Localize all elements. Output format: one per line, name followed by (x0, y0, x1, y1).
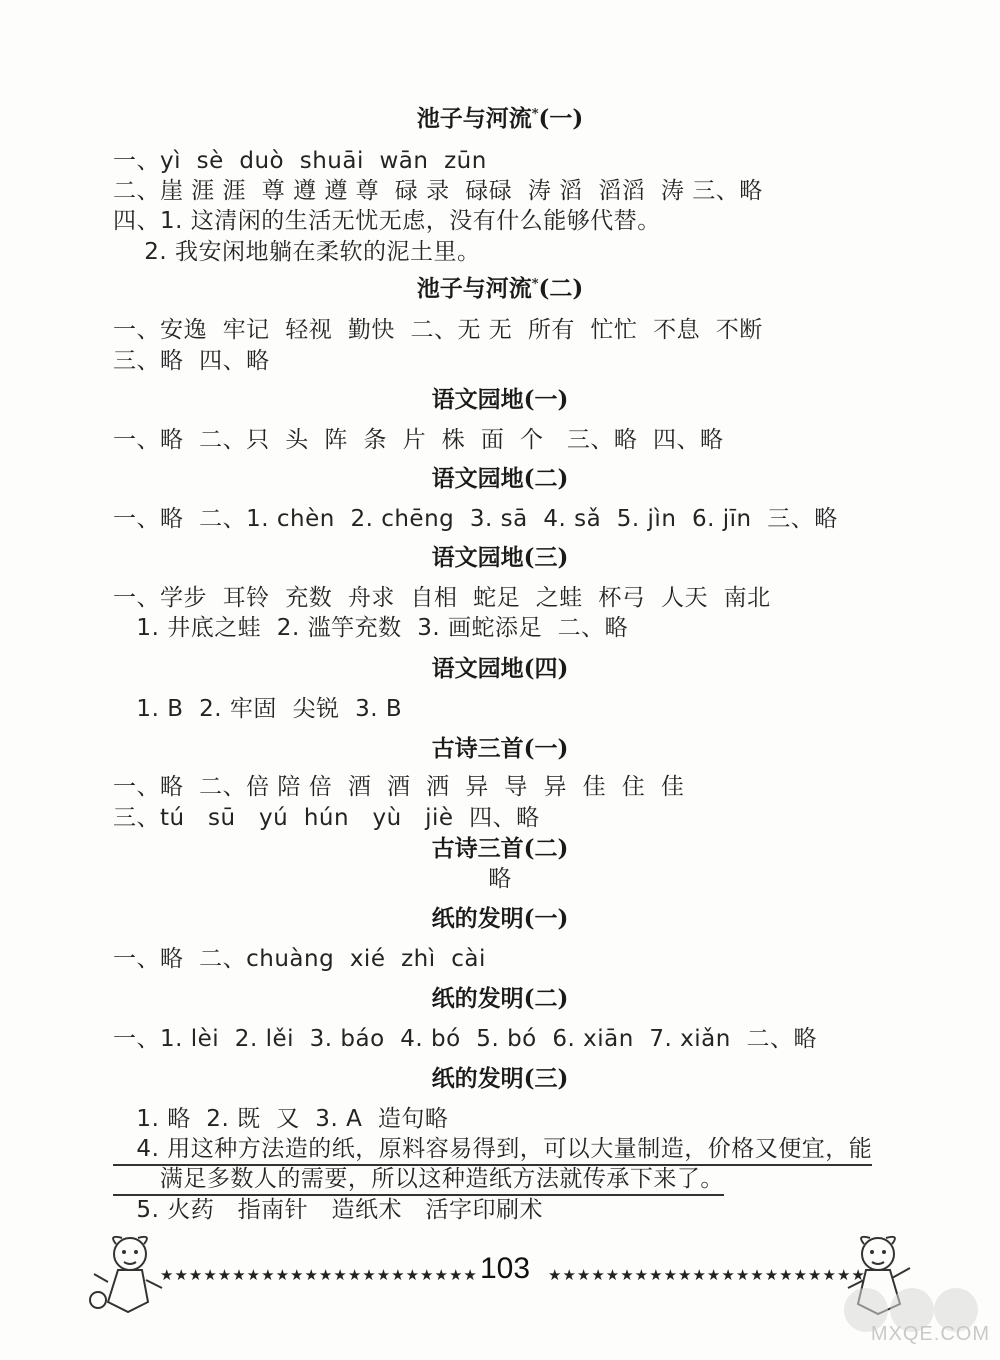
answer-line: 一、略 二、chuàng xié zhì cài (113, 946, 486, 972)
answer-line: 一、学步 耳铃 充数 舟求 自相 蛇足 之蛙 杯弓 人天 南北 (113, 585, 771, 611)
answer-line: 三、略 四、略 (113, 348, 270, 374)
answer-line: 略 (488, 866, 512, 892)
footer-stars-left: ★★★★★★★★★★★★★★★★★★★★★★ (160, 1266, 478, 1284)
section-title: 纸的发明(二) (431, 985, 569, 1012)
section-title: 池子与河流*(一) (416, 105, 584, 132)
answer-line: 1. 井底之蛙 2. 滥竽充数 3. 画蛇添足 二、略 (113, 615, 629, 641)
section-title: 古诗三首(二) (431, 835, 569, 862)
answer-line: 满足多数人的需要，所以这种造纸方法就传承下来了。 (113, 1160, 724, 1196)
answer-line: 一、略 二、只 头 阵 条 片 株 面 个 三、略 四、略 (113, 427, 724, 453)
answer-line: 1. B 2. 牢固 尖锐 3. B (113, 696, 403, 722)
answer-line: 一、安逸 牢记 轻视 勤快 二、无 无 所有 忙忙 不息 不断 (113, 317, 763, 343)
answer-line: 4. 用这种方法造的纸，原料容易得到，可以大量制造，价格又便宜，能 (113, 1130, 872, 1166)
answer-line: 一、yì sè duò shuāi wān zūn (113, 148, 487, 174)
answer-line: 2. 我安闲地躺在柔软的泥土里。 (113, 239, 481, 265)
answer-line: 一、略 二、倍 陪 倍 酒 酒 洒 异 导 异 佳 住 佳 (113, 774, 685, 800)
section-title: 语文园地(一) (431, 386, 569, 413)
answer-line: 5. 火药 指南针 造纸术 活字印刷术 (113, 1197, 543, 1223)
section-title: 古诗三首(一) (431, 735, 569, 762)
answer-line: 三、tú sū yú hún yù jiè 四、略 (113, 805, 540, 831)
page-number: 103 (479, 1252, 531, 1285)
section-title: 语文园地(四) (431, 655, 569, 682)
answer-line: 1. 略 2. 既 又 3. A 造句略 (113, 1106, 449, 1132)
section-title: 池子与河流*(二) (416, 275, 584, 302)
watermark-text: MXQE.COM (870, 1323, 990, 1345)
answer-line: 一、1. lèi 2. lěi 3. báo 4. bó 5. bó 6. xiān 7. xiǎn 二、略 (113, 1026, 817, 1052)
footer-stars-right: ★★★★★★★★★★★★★★★★★★★★★★ (548, 1266, 866, 1284)
section-title: 纸的发明(三) (431, 1065, 569, 1092)
section-title: 语文园地(二) (431, 465, 569, 492)
answer-line: 一、略 二、1. chèn 2. chēng 3. sā 4. sǎ 5. jìn 6. jīn 三、略 (113, 506, 838, 532)
answer-line: 四、1. 这清闲的生活无忧无虑，没有什么能够代替。 (113, 208, 661, 234)
section-title: 纸的发明(一) (431, 905, 569, 932)
section-title: 语文园地(三) (431, 544, 569, 571)
answer-line: 二、崖 涯 涯 尊 遵 遵 尊 碌 录 碌碌 涛 滔 滔滔 涛 三、略 (113, 178, 763, 204)
cartoon-figure-left-icon (88, 1232, 168, 1322)
